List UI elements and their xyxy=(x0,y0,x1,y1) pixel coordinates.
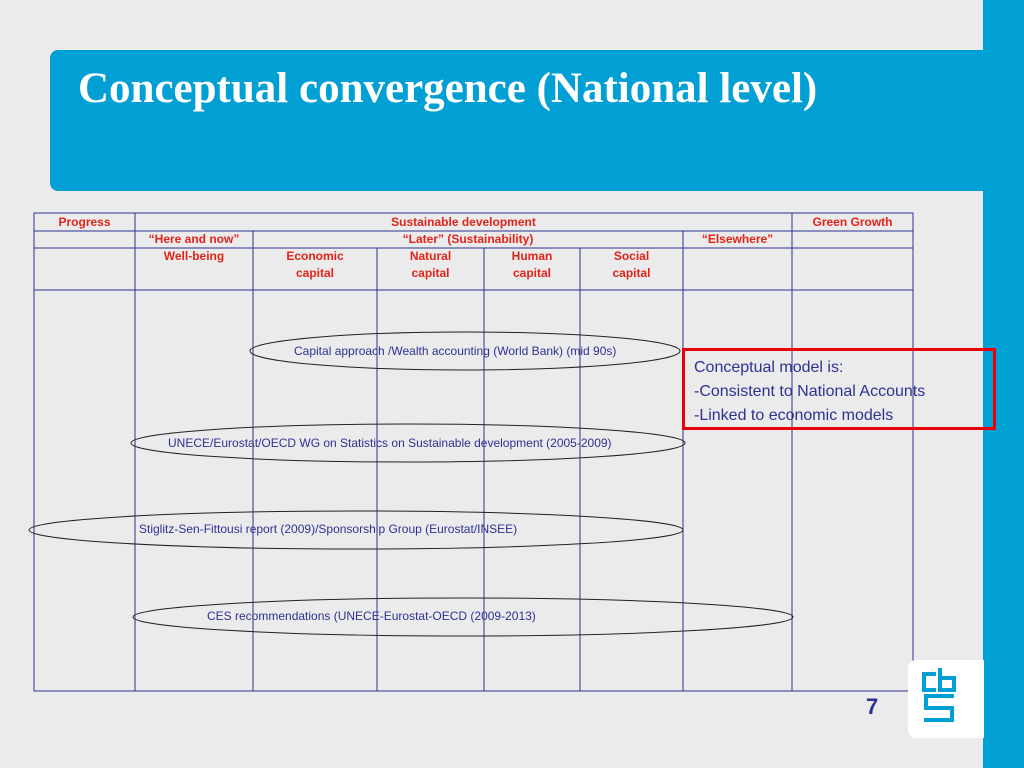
header-sustainable-development: Sustainable development xyxy=(391,215,536,229)
initiative-stiglitz-report: Stiglitz-Sen-Fittousi report (2009)/Sponsorship Group (Eurostat/INSEE) xyxy=(139,522,518,536)
initiative-ces-recommendations: CES recommendations (UNECE-Eurostat-OECD (2009-2013) xyxy=(207,609,536,623)
header-green-growth: Green Growth xyxy=(812,215,893,229)
callout-line-1: Conceptual model is: xyxy=(694,359,844,376)
header-economic-line2: capital xyxy=(295,266,334,280)
logo-letter-b xyxy=(940,668,954,690)
logo-letter-c xyxy=(924,674,936,690)
header-progress: Progress xyxy=(58,215,111,229)
header-elsewhere: “Elsewhere” xyxy=(701,232,774,246)
initiative-capital-approach: Capital approach /Wealth accounting (World Bank) (mid 90s) xyxy=(294,344,617,358)
header-human-line2: capital xyxy=(512,266,551,280)
header-human-capital xyxy=(484,248,580,282)
header-natural-capital xyxy=(377,248,484,282)
header-social-capital xyxy=(580,248,683,282)
header-well-being: Well-being xyxy=(163,249,225,263)
header-natural-line2: capital xyxy=(411,266,450,280)
logo-container xyxy=(908,660,984,738)
page-number: 7 xyxy=(866,694,879,719)
header-social-line2: capital xyxy=(612,266,651,280)
slide-title: Conceptual convergence (National level) xyxy=(78,65,818,112)
header-here-and-now: “Here and now” xyxy=(148,232,240,246)
header-social-line1: Social xyxy=(613,249,650,263)
cbs-logo xyxy=(908,660,984,738)
callout-text xyxy=(694,356,925,428)
callout-line-3: -Linked to economic models xyxy=(694,407,894,424)
header-natural-line1: Natural xyxy=(409,249,452,263)
header-later: “Later” (Sustainability) xyxy=(402,232,534,246)
logo-letter-s xyxy=(924,696,954,720)
callout-line-2: -Consistent to National Accounts xyxy=(694,383,926,400)
header-economic-line1: Economic xyxy=(286,249,344,263)
header-human-line1: Human xyxy=(511,249,553,263)
header-economic-capital xyxy=(253,248,377,282)
initiative-unece-wg: UNECE/Eurostat/OECD WG on Statistics on Sustainable development (2005-2009) xyxy=(168,436,612,450)
